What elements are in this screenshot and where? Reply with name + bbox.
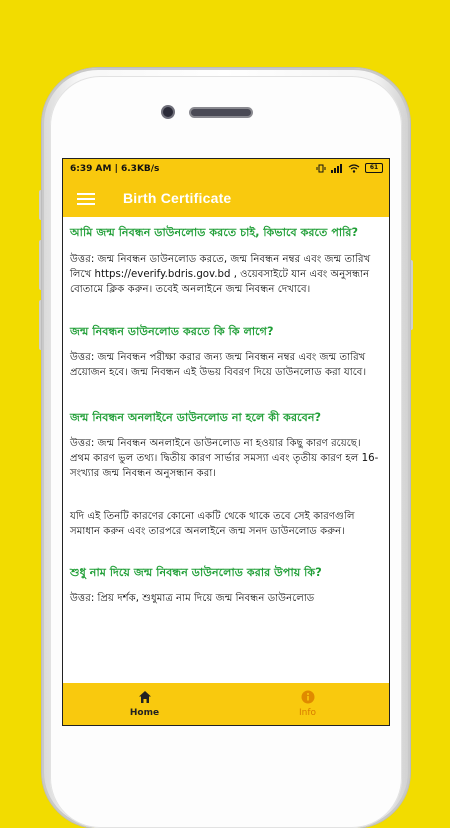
home-icon	[138, 690, 152, 704]
faq-question: জন্ম নিবন্ধন ডাউনলোড করতে কি কি লাগে?	[70, 325, 274, 338]
status-time: 6:39 AM | 6.3KB/s	[70, 164, 160, 174]
menu-icon[interactable]	[77, 193, 95, 205]
front-camera	[163, 107, 173, 117]
faq-item	[63, 539, 389, 606]
faq-answer-extra: যদি এই তিনটি কারণের কোনো একটি থেকে থাকে তবে সেই কারণগুলি সমাধান করুন এবং তারপরে অনলাইনে জন্ম সনদ ডাউনলোড করুন।	[70, 511, 355, 537]
status-bar	[63, 159, 389, 181]
nav-info-label: Info	[298, 708, 317, 718]
faq-question: জন্ম নিবন্ধন অনলাইনে ডাউনলোড না হলে কী করবেন?	[70, 411, 322, 424]
faq-answer: উত্তর: জন্ম নিবন্ধন পরীক্ষা করার জন্য জন্ম নিবন্ধন নম্বর এবং জন্ম তারিখ প্রয়োজন হবে। জন্ম নিবন্ধন এই উভয় বিবরণ দিয়ে ডাউনলোড করা যাবে।	[70, 352, 367, 378]
status-icons	[316, 163, 383, 173]
bottom-navigation	[63, 683, 389, 725]
earpiece-speaker	[191, 109, 251, 116]
faq-item	[63, 217, 389, 297]
faq-answer: উত্তর: জন্ম নিবন্ধন ডাউনলোড করতে, জন্ম নিবন্ধন নম্বর এবং জন্ম তারিখ লিখে https://everify.bdris.gov.bd , ওয়েবসাইটে যান এবং অনুসন্ধান বোতামে ক্লিক করুন। তবেই অনলাইনে জন্ম নিবন্ধন দেখাবে।	[70, 254, 371, 295]
info-icon	[301, 690, 315, 704]
nav-home[interactable]	[63, 683, 226, 725]
faq-question: শুধু নাম দিয়ে জন্ম নিবন্ধন ডাউনলোড করার উপায় কি?	[70, 566, 322, 579]
faq-question: আমি জন্ম নিবন্ধন ডাউনলোড করতে চাই, কিভাবে করতে পারি?	[70, 226, 359, 239]
faq-answer: উত্তর: প্রিয় দর্শক, শুধুমাত্র নাম দিয়ে জন্ম নিবন্ধন ডাউনলোড	[70, 593, 315, 604]
app-bar	[63, 181, 389, 217]
faq-item	[63, 380, 389, 539]
wifi-icon	[348, 164, 360, 173]
vibrate-icon	[316, 164, 326, 173]
app-screen	[62, 158, 390, 726]
signal-icon	[331, 164, 343, 173]
nav-info[interactable]	[226, 683, 389, 725]
faq-answer: উত্তর: জন্ম নিবন্ধন অনলাইনে ডাউনলোড না হওয়ার কিছু কারণ রয়েছে। প্রথম কারণ ভুল তথ্য। দ্বিতীয় কারণ সার্ভার সমস্যা এবং তৃতীয় কারণ হল 16-সংখ্যার জন্ম নিবন্ধন অনুসন্ধান করা।	[70, 438, 379, 479]
nav-home-label: Home	[129, 708, 160, 718]
battery-icon: 61	[365, 163, 383, 173]
app-title: Birth Certificate	[123, 190, 232, 206]
faq-content[interactable]	[63, 217, 389, 683]
faq-item	[63, 297, 389, 380]
